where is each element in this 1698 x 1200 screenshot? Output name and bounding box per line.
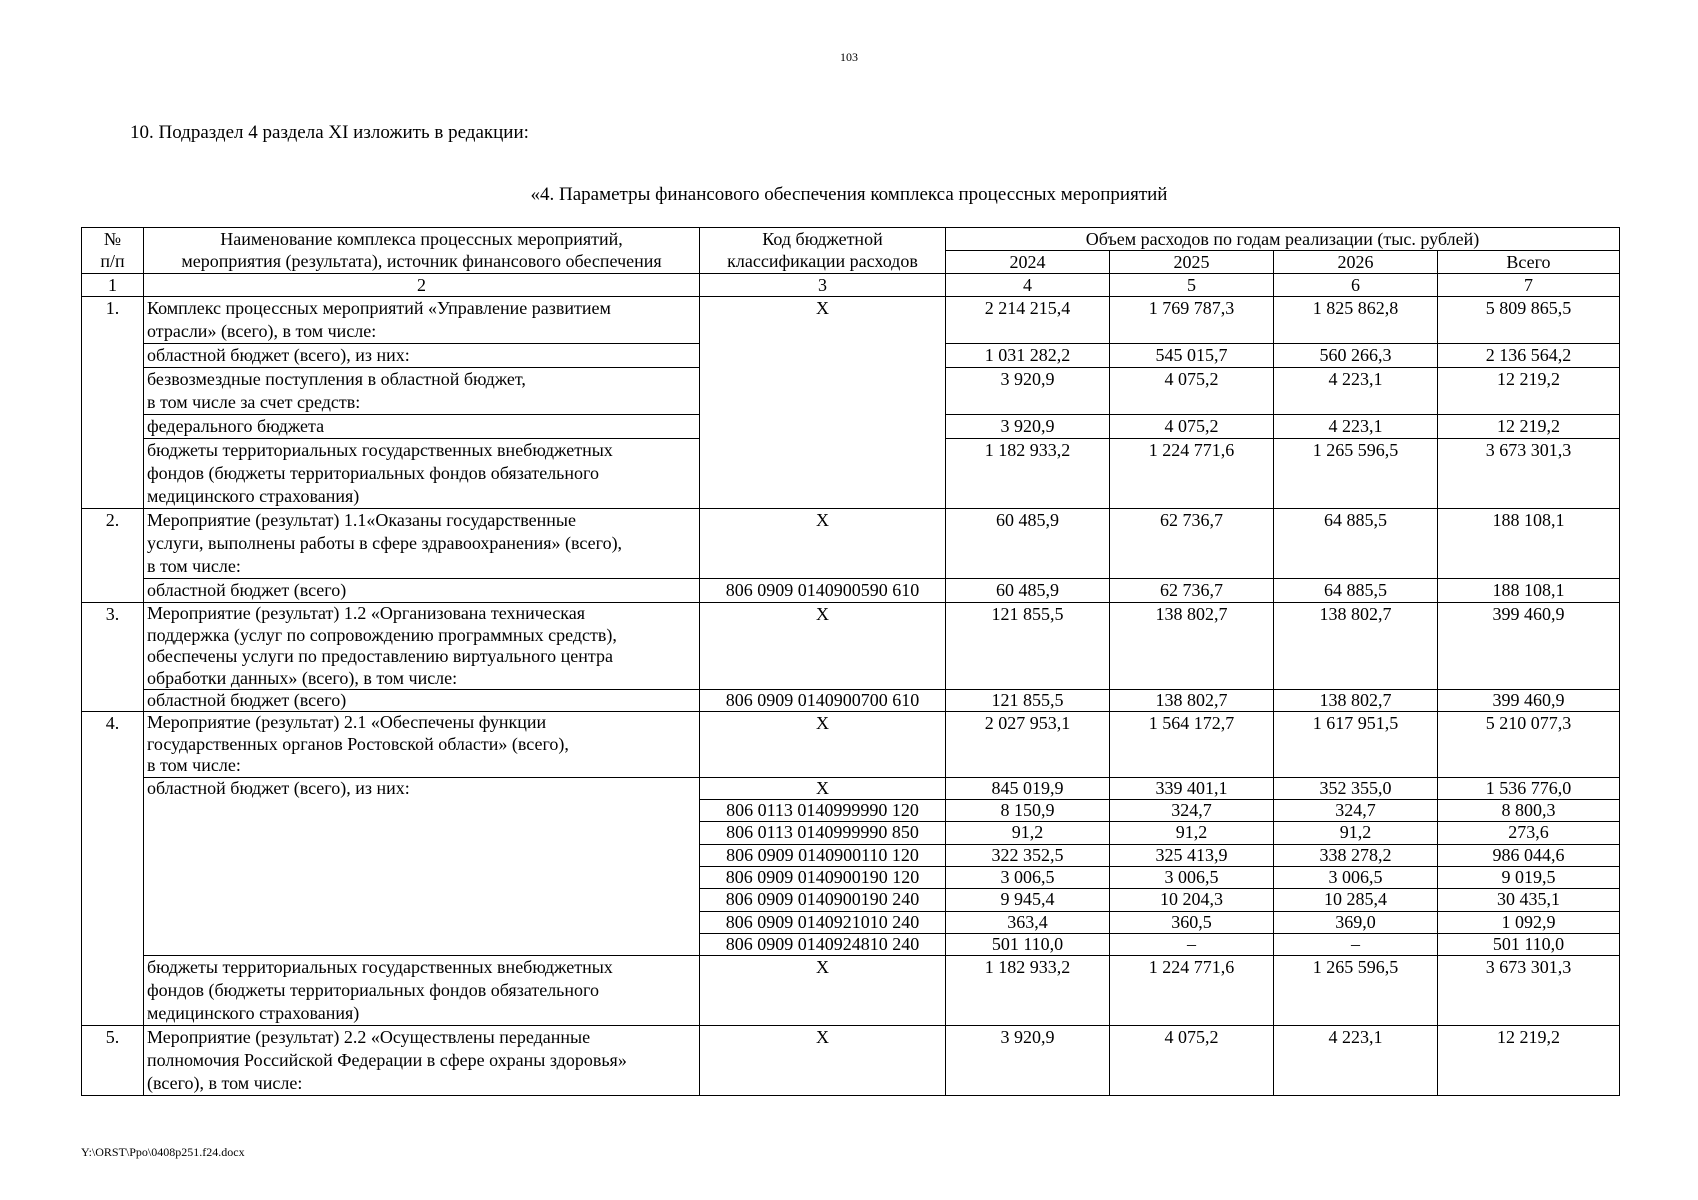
header-total: Всего — [1438, 251, 1620, 274]
row-code: 806 0909 0140900190 120 — [700, 866, 946, 888]
value-2024: 1 182 933,2 — [946, 956, 1110, 1026]
footer-file-path: Y:\ORST\Ppo\0408p251.f24.docx — [81, 1145, 245, 1159]
row-code: 806 0113 0140999990 850 — [700, 822, 946, 844]
value-total: 399 460,9 — [1438, 603, 1620, 690]
value-total: 12 219,2 — [1438, 415, 1620, 439]
value-2024: 8 150,9 — [946, 800, 1110, 822]
row-name: Мероприятие (результат) 2.2 «Осуществлены переданные полномочия Российской Федерации в сфере охраны здоровья» (всего), в том числе: — [144, 1026, 700, 1096]
table-title: «4. Параметры финансового обеспечения комплекса процессных мероприятий — [530, 184, 1168, 205]
value-2025: 325 413,9 — [1110, 844, 1274, 866]
value-2025: 4 075,2 — [1110, 1026, 1274, 1096]
value-2024: 121 855,5 — [946, 603, 1110, 690]
value-2024: 845 019,9 — [946, 777, 1110, 799]
row-code: 806 0909 0140924810 240 — [700, 933, 946, 955]
value-total: 1 092,9 — [1438, 911, 1620, 933]
value-2026: 1 265 596,5 — [1274, 956, 1438, 1026]
row-code: 806 0909 0140900110 120 — [700, 844, 946, 866]
value-total: 12 219,2 — [1438, 368, 1620, 415]
value-total: 188 108,1 — [1438, 509, 1620, 579]
header-year-2025: 2025 — [1110, 251, 1274, 274]
header-code: Код бюджетной классификации расходов — [700, 228, 946, 274]
value-2025: 360,5 — [1110, 911, 1274, 933]
col-index: 6 — [1274, 274, 1438, 297]
value-total: 12 219,2 — [1438, 1026, 1620, 1096]
value-2026: 138 802,7 — [1274, 690, 1438, 712]
value-2024: 60 485,9 — [946, 509, 1110, 579]
col-index: 5 — [1110, 274, 1274, 297]
value-2024: 9 945,4 — [946, 889, 1110, 911]
row-name: Мероприятие (результат) 2.1 «Обеспечены функции государственных органов Ростовской области» (всего), в том числе: — [144, 712, 700, 778]
value-total: 986 044,6 — [1438, 844, 1620, 866]
value-total: 273,6 — [1438, 822, 1620, 844]
value-total: 188 108,1 — [1438, 579, 1620, 603]
value-2024: 60 485,9 — [946, 579, 1110, 603]
value-2025: 324,7 — [1110, 800, 1274, 822]
value-2026: 4 223,1 — [1274, 1026, 1438, 1096]
value-2024: 363,4 — [946, 911, 1110, 933]
value-2026: 1 265 596,5 — [1274, 439, 1438, 509]
header-name: Наименование комплекса процессных мероприятий, мероприятия (результата), источник финансового обеспечения — [144, 228, 700, 274]
value-total: 9 019,5 — [1438, 866, 1620, 888]
value-2025: 1 224 771,6 — [1110, 439, 1274, 509]
value-2024: 2 214 215,4 — [946, 297, 1110, 344]
value-2025: 10 204,3 — [1110, 889, 1274, 911]
value-2026: 91,2 — [1274, 822, 1438, 844]
value-total: 501 110,0 — [1438, 933, 1620, 955]
table-row — [82, 777, 1620, 799]
table-row — [82, 603, 1620, 690]
row-code: X — [700, 509, 946, 579]
value-2026: 3 006,5 — [1274, 866, 1438, 888]
row-number: 4. — [82, 712, 144, 1026]
value-2025: 3 006,5 — [1110, 866, 1274, 888]
row-name: бюджеты территориальных государственных внебюджетных фондов (бюджеты территориальных фондов обязательного медицинского страхования) — [144, 439, 700, 509]
row-code: X — [700, 956, 946, 1026]
row-name: областной бюджет (всего), из них: — [144, 777, 700, 955]
row-name: областной бюджет (всего), из них: — [144, 344, 700, 368]
row-code: 806 0909 0140921010 240 — [700, 911, 946, 933]
value-total: 30 435,1 — [1438, 889, 1620, 911]
value-2026: 10 285,4 — [1274, 889, 1438, 911]
row-name: областной бюджет (всего) — [144, 690, 700, 712]
value-2026: 1 825 862,8 — [1274, 297, 1438, 344]
row-number: 5. — [82, 1026, 144, 1096]
row-code: X — [700, 1026, 946, 1096]
row-name: безвозмездные поступления в областной бюджет, в том числе за счет средств: — [144, 368, 700, 415]
value-2026: 64 885,5 — [1274, 579, 1438, 603]
row-code: X — [700, 603, 946, 690]
col-index: 4 — [946, 274, 1110, 297]
value-2024: 121 855,5 — [946, 690, 1110, 712]
value-total: 8 800,3 — [1438, 800, 1620, 822]
row-code: X — [700, 777, 946, 799]
value-2025: 62 736,7 — [1110, 509, 1274, 579]
col-index: 7 — [1438, 274, 1620, 297]
header-num: № п/п — [82, 228, 144, 274]
value-2024: 3 006,5 — [946, 866, 1110, 888]
value-2026: 1 617 951,5 — [1274, 712, 1438, 778]
value-2026: 4 223,1 — [1274, 415, 1438, 439]
row-name: областной бюджет (всего) — [144, 579, 700, 603]
value-total: 1 536 776,0 — [1438, 777, 1620, 799]
table-row — [82, 579, 1620, 603]
value-2024: 3 920,9 — [946, 368, 1110, 415]
header-volume: Объем расходов по годам реализации (тыс. рублей) — [946, 228, 1620, 251]
col-index: 2 — [144, 274, 700, 297]
value-2024: 1 031 282,2 — [946, 344, 1110, 368]
row-code: X — [700, 712, 946, 778]
finance-table — [81, 227, 1620, 1096]
col-index: 3 — [700, 274, 946, 297]
row-name: федерального бюджета — [144, 415, 700, 439]
value-2024: 91,2 — [946, 822, 1110, 844]
value-2025: 62 736,7 — [1110, 579, 1274, 603]
header-year-2024: 2024 — [946, 251, 1110, 274]
value-2026: 4 223,1 — [1274, 368, 1438, 415]
header-year-2026: 2026 — [1274, 251, 1438, 274]
row-code: X — [700, 297, 946, 509]
table-row — [82, 509, 1620, 579]
value-2024: 3 920,9 — [946, 415, 1110, 439]
table-row — [82, 690, 1620, 712]
table-row — [82, 297, 1620, 344]
column-index-row — [82, 274, 1620, 297]
value-2025: 138 802,7 — [1110, 603, 1274, 690]
table-row — [82, 1026, 1620, 1096]
row-name: Мероприятие (результат) 1.2 «Организована техническая поддержка (услуг по сопровождению программных средств), обеспечены услуги по предоставлению виртуального центра обработки данных» (всего), в том числе: — [144, 603, 700, 690]
value-2026: 324,7 — [1274, 800, 1438, 822]
col-index: 1 — [82, 274, 144, 297]
header-row — [82, 228, 1620, 251]
value-2026: 369,0 — [1274, 911, 1438, 933]
value-2024: 2 027 953,1 — [946, 712, 1110, 778]
value-2025: 138 802,7 — [1110, 690, 1274, 712]
value-total: 2 136 564,2 — [1438, 344, 1620, 368]
value-2026: 338 278,2 — [1274, 844, 1438, 866]
value-2026: 560 266,3 — [1274, 344, 1438, 368]
row-code: 806 0909 0140900700 610 — [700, 690, 946, 712]
value-2024: 3 920,9 — [946, 1026, 1110, 1096]
value-2025: – — [1110, 933, 1274, 955]
value-total: 5 210 077,3 — [1438, 712, 1620, 778]
value-2025: 339 401,1 — [1110, 777, 1274, 799]
value-2025: 545 015,7 — [1110, 344, 1274, 368]
value-2024: 1 182 933,2 — [946, 439, 1110, 509]
table-row — [82, 712, 1620, 778]
value-total: 3 673 301,3 — [1438, 439, 1620, 509]
value-2025: 91,2 — [1110, 822, 1274, 844]
value-2025: 4 075,2 — [1110, 368, 1274, 415]
value-total: 399 460,9 — [1438, 690, 1620, 712]
row-name: Мероприятие (результат) 1.1«Оказаны государственные услуги, выполнены работы в сфере здравоохранения» (всего), в том числе: — [144, 509, 700, 579]
value-2024: 322 352,5 — [946, 844, 1110, 866]
value-total: 5 809 865,5 — [1438, 297, 1620, 344]
value-2026: 138 802,7 — [1274, 603, 1438, 690]
row-name: бюджеты территориальных государственных внебюджетных фондов (бюджеты территориальных фондов обязательного медицинского страхования) — [144, 956, 700, 1026]
value-2024: 501 110,0 — [946, 933, 1110, 955]
intro-paragraph: 10. Подраздел 4 раздела XI изложить в редакции: — [130, 122, 529, 143]
row-name: Комплекс процессных мероприятий «Управление развитием отрасли» (всего), в том числе: — [144, 297, 700, 344]
row-number: 2. — [82, 509, 144, 603]
table-row — [82, 956, 1620, 1026]
row-number: 1. — [82, 297, 144, 509]
value-2025: 4 075,2 — [1110, 415, 1274, 439]
page-number: 103 — [840, 50, 858, 64]
value-2025: 1 224 771,6 — [1110, 956, 1274, 1026]
value-2025: 1 769 787,3 — [1110, 297, 1274, 344]
row-code: 806 0113 0140999990 120 — [700, 800, 946, 822]
value-2026: – — [1274, 933, 1438, 955]
value-total: 3 673 301,3 — [1438, 956, 1620, 1026]
row-code: 806 0909 0140900190 240 — [700, 889, 946, 911]
row-number: 3. — [82, 603, 144, 712]
value-2026: 352 355,0 — [1274, 777, 1438, 799]
value-2026: 64 885,5 — [1274, 509, 1438, 579]
value-2025: 1 564 172,7 — [1110, 712, 1274, 778]
row-code: 806 0909 0140900590 610 — [700, 579, 946, 603]
